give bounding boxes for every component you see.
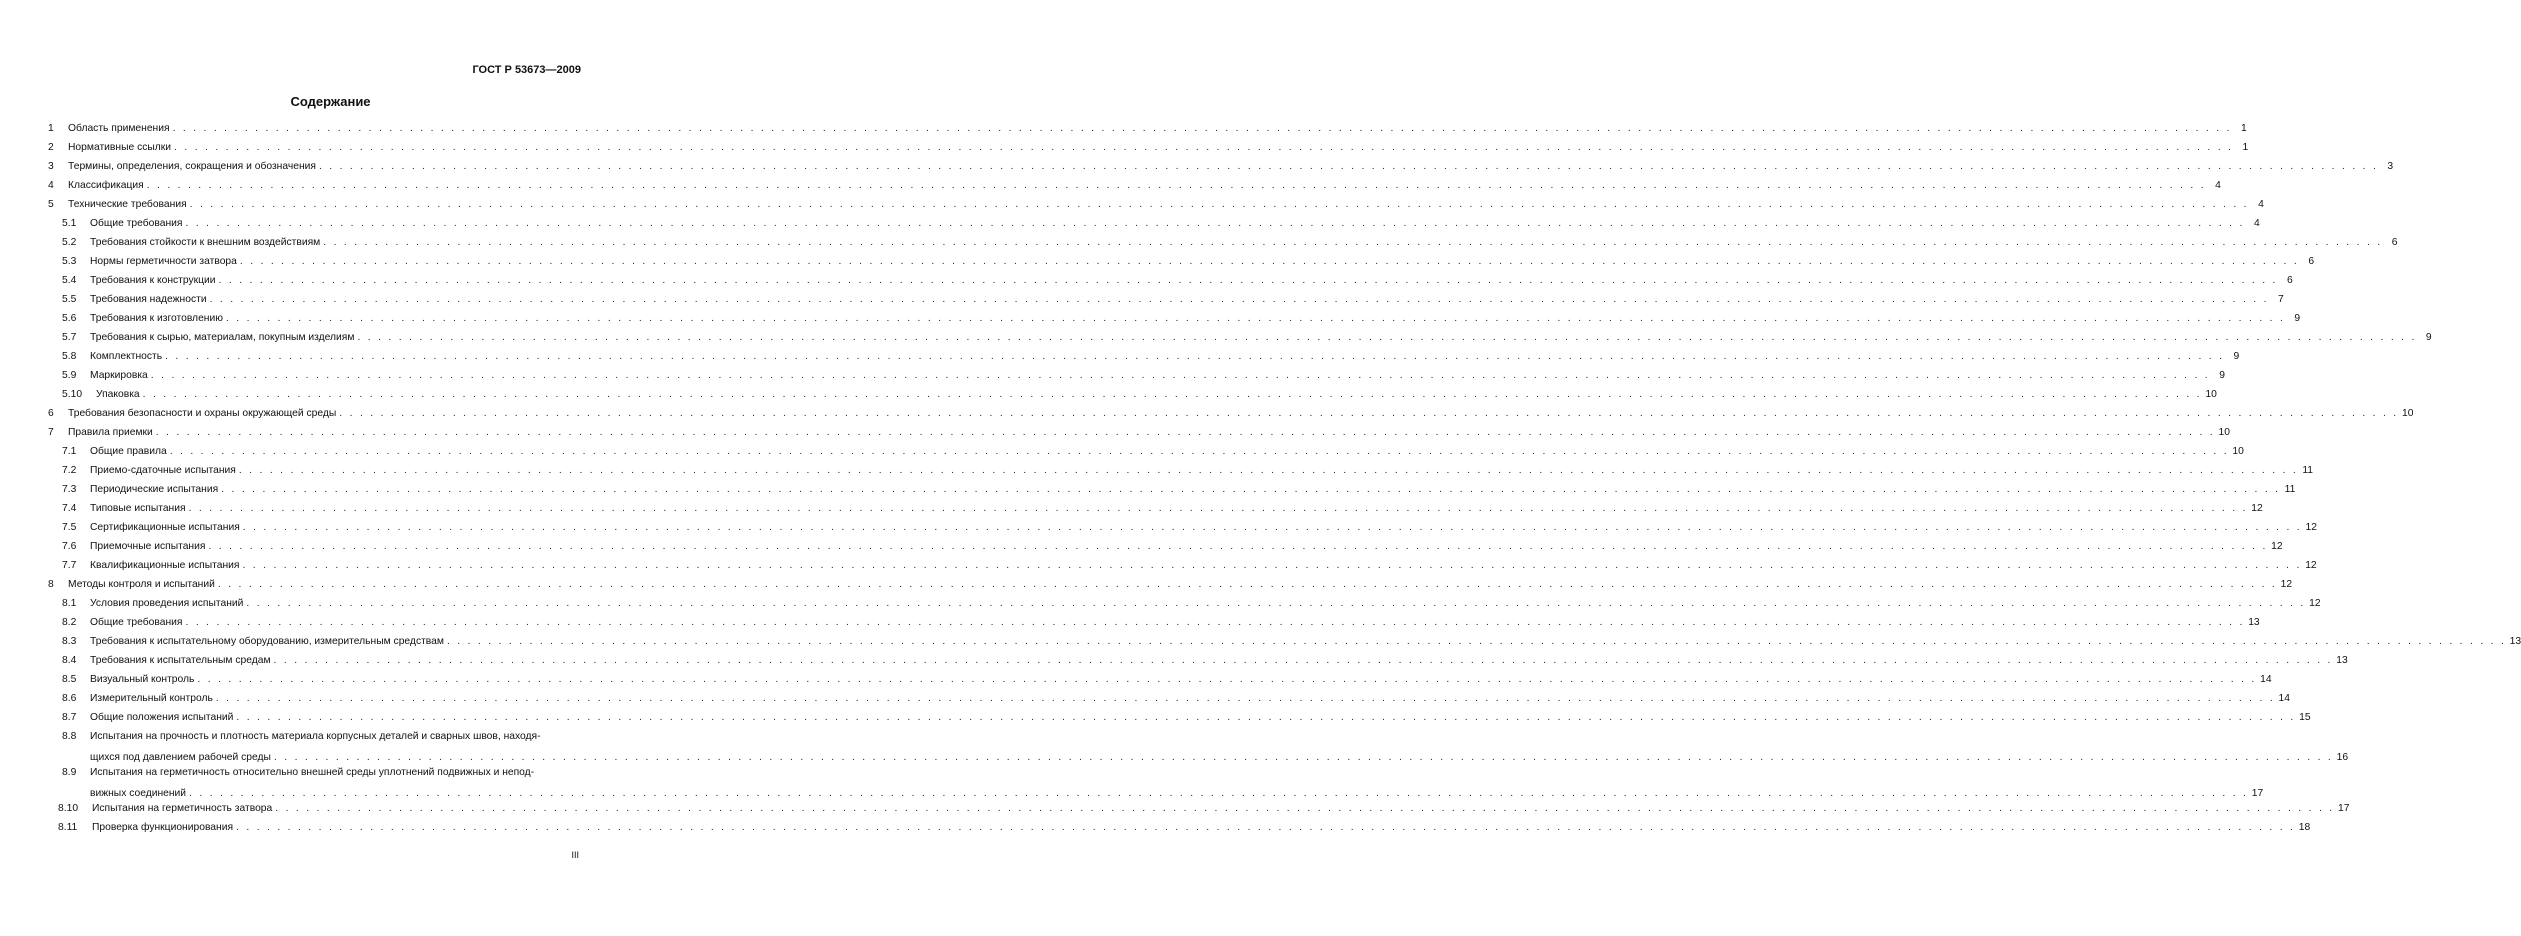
toc-entry-page: 4 [2215,180,2221,191]
toc-entry-page: 15 [2299,712,2311,723]
toc-entry[interactable] [48,292,2284,307]
toc-entry-title: Требования надежности [90,294,207,305]
toc-entry-title: Испытания на герметичность относительно внешней среды уплотнений подвижных и непод- [90,767,535,778]
toc-entry[interactable] [48,765,2264,801]
toc-entry-number: 6 [48,408,54,419]
dot-leader: . . . . . . . . . . . . . . . . . . . . . . . . . . . . . . . . . . . . . . . . . . . . . . . . . . . . . . . . . . . . . . . . . . . . . . . . . . . . . . . . . . . . . . . . . . . . . . . . . . . . . . . . . . . . . . . . . . . . . . . . . . . . . . . . . . . . . . . . . . . . . . . . . . . . . . . . . . . . . . . . . . . . . . . . . . . . . . . . . . . . . . . . . . . . . . . . . . . . . . . . [357,332,2417,343]
toc-entry-page: 13 [2509,636,2521,647]
dot-leader: . . . . . . . . . . . . . . . . . . . . . . . . . . . . . . . . . . . . . . . . . . . . . . . . . . . . . . . . . . . . . . . . . . . . . . . . . . . . . . . . . . . . . . . . . . . . . . . . . . . . . . . . . . . . . . . . . . . . . . . . . . . . . . . . . . . . . . . . . . . . . . . . . . . . . . . . . . . . . . . . . . . . . . . . . . . . . . . . . . . . . . . . . . . . . . . . . . . . . . . . [146,180,2206,191]
toc-entry-number: 7.1 [62,446,77,457]
toc-entry[interactable] [48,444,2244,459]
toc-entry-page: 1 [2241,123,2247,134]
dot-leader: . . . . . . . . . . . . . . . . . . . . . . . . . . . . . . . . . . . . . . . . . . . . . . . . . . . . . . . . . . . . . . . . . . . . . . . . . . . . . . . . . . . . . . . . . . . . . . . . . . . . . . . . . . . . . . . . . . . . . . . . . . . . . . . . . . . . . . . . . . . . . . . . . . . . . . . . . . . . . . . . . . . . . . . . . . . . . . . . . . . . . . . . . . . . . . . . . . . . . . . . [273,752,2334,763]
toc-entry-title: Визуальный контроль [90,674,195,685]
dot-leader: . . . . . . . . . . . . . . . . . . . . . . . . . . . . . . . . . . . . . . . . . . . . . . . . . . . . . . . . . . . . . . . . . . . . . . . . . . . . . . . . . . . . . . . . . . . . . . . . . . . . . . . . . . . . . . . . . . . . . . . . . . . . . . . . . . . . . . . . . . . . . . . . . . . . . . . . . . . . . . . . . . . . . . . . . . . . . . . . . . . . . . . . . . . . . . . . . . . . . . . . [165,351,2225,362]
toc-entry-page: 14 [2278,693,2290,704]
dot-leader: . . . . . . . . . . . . . . . . . . . . . . . . . . . . . . . . . . . . . . . . . . . . . . . . . . . . . . . . . . . . . . . . . . . . . . . . . . . . . . . . . . . . . . . . . . . . . . . . . . . . . . . . . . . . . . . . . . . . . . . . . . . . . . . . . . . . . . . . . . . . . . . . . . . . . . . . . . . . . . . . . . . . . . . . . . . . . . . . . . . . . . . . . . . . . . . . . . . . . . . . [215,693,2275,704]
toc-entry[interactable] [48,672,2272,687]
dot-leader: . . . . . . . . . . . . . . . . . . . . . . . . . . . . . . . . . . . . . . . . . . . . . . . . . . . . . . . . . . . . . . . . . . . . . . . . . . . . . . . . . . . . . . . . . . . . . . . . . . . . . . . . . . . . . . . . . . . . . . . . . . . . . . . . . . . . . . . . . . . . . . . . . . . . . . . . . . . . . . . . . . . . . . . . . . . . . . . . . . . . . . . . . . . . . . . . . . . . . . . . [155,427,2215,438]
toc-entry-number: 5.6 [62,313,77,324]
dot-leader: . . . . . . . . . . . . . . . . . . . . . . . . . . . . . . . . . . . . . . . . . . . . . . . . . . . . . . . . . . . . . . . . . . . . . . . . . . . . . . . . . . . . . . . . . . . . . . . . . . . . . . . . . . . . . . . . . . . . . . . . . . . . . . . . . . . . . . . . . . . . . . . . . . . . . . . . . . . . . . . . . . . . . . . . . . . . . . . . . . . . . . . . . . . . . . . . . . . . . . . . [242,560,2302,571]
toc-entry-title: Приемочные испытания [90,541,206,552]
toc-entry-page: 9 [2294,313,2301,324]
toc-entry[interactable] [48,596,2321,611]
toc-entry-title: Требования стойкости к внешним воздействиям [90,237,321,248]
dot-leader: . . . . . . . . . . . . . . . . . . . . . . . . . . . . . . . . . . . . . . . . . . . . . . . . . . . . . . . . . . . . . . . . . . . . . . . . . . . . . . . . . . . . . . . . . . . . . . . . . . . . . . . . . . . . . . . . . . . . . . . . . . . . . . . . . . . . . . . . . . . . . . . . . . . . . . . . . . . . . . . . . . . . . . . . . . . . . . . . . . . . . . . . . . . . . . . . . . . . . . . . [189,788,2249,799]
toc-entry-title: Термины, определения, сокращения и обозначения [68,161,316,172]
toc-entry-page: 6 [2308,256,2315,267]
toc-entry-number: 5.4 [62,275,77,286]
toc-entry-page: 12 [2305,522,2317,533]
toc-entry[interactable] [48,254,2315,269]
toc-entry[interactable] [48,482,2296,497]
toc-entry[interactable] [48,425,2230,440]
toc-entry[interactable] [48,311,2301,326]
toc-entry-title: Общие требования [90,218,183,229]
toc-entry-page: 12 [2305,560,2317,571]
toc-entry-title: Технические требования [68,199,187,210]
toc-entry[interactable] [48,577,2293,592]
toc-entry[interactable] [48,273,2293,288]
toc-entry-number: 2 [48,142,54,153]
toc-entry-page: 10 [2205,389,2217,400]
toc-entry[interactable] [48,463,2314,478]
toc-entry-page: 9 [2425,332,2432,343]
toc-entry-title: Классификация [68,180,144,191]
toc-entry-page: 11 [2284,484,2296,495]
toc-entry-page: 18 [2298,822,2311,833]
toc-entry[interactable] [48,520,2317,535]
toc-entry[interactable] [48,691,2290,706]
toc-entry-title: Требования к изготовлению [90,313,223,324]
toc-entry-title: Приемо-сдаточные испытания [90,465,236,476]
dot-leader: . . . . . . . . . . . . . . . . . . . . . . . . . . . . . . . . . . . . . . . . . . . . . . . . . . . . . . . . . . . . . . . . . . . . . . . . . . . . . . . . . . . . . . . . . . . . . . . . . . . . . . . . . . . . . . . . . . . . . . . . . . . . . . . . . . . . . . . . . . . . . . . . . . . . . . . . . . . . . . . . . . . . . . . . . . . . . . . . . . . . . . . . . . . . . . . . . . . . . . . . [242,522,2302,533]
toc-entry-title: Требования к испытательному оборудованию, измерительным средствам [90,636,444,647]
toc-entry-page: 6 [2391,237,2398,248]
dot-leader: . . . . . . . . . . . . . . . . . . . . . . . . . . . . . . . . . . . . . . . . . . . . . . . . . . . . . . . . . . . . . . . . . . . . . . . . . . . . . . . . . . . . . . . . . . . . . . . . . . . . . . . . . . . . . . . . . . . . . . . . . . . . . . . . . . . . . . . . . . . . . . . . . . . . . . . . . . . . . . . . . . . . . . . . . . . . . . . . . . . . . . . . . . . . . . . . . . . . . . . . [221,484,2281,495]
toc-entry-title: Типовые испытания [90,503,186,514]
toc-entry[interactable] [48,820,2311,835]
toc-entry[interactable] [48,634,2521,649]
toc-entry-title: Маркировка [90,370,148,381]
toc-entry-title: Измерительный контроль [90,693,213,704]
toc-entry-title: Нормативные ссылки [68,142,172,153]
dot-leader: . . . . . . . . . . . . . . . . . . . . . . . . . . . . . . . . . . . . . . . . . . . . . . . . . . . . . . . . . . . . . . . . . . . . . . . . . . . . . . . . . . . . . . . . . . . . . . . . . . . . . . . . . . . . . . . . . . . . . . . . . . . . . . . . . . . . . . . . . . . . . . . . . . . . . . . . . . . . . . . . . . . . . . . . . . . . . . . . . . . . . . . . . . . . . . . . . . . . . . . . [174,142,2234,153]
toc-entry-page: 16 [2336,752,2349,763]
toc-entry-title: Периодические испытания [90,484,219,495]
toc-entry-number: 8.9 [62,767,77,778]
toc-entry-title: Испытания на герметичность затвора [92,803,273,814]
toc-entry[interactable] [48,710,2311,725]
dot-leader: . . . . . . . . . . . . . . . . . . . . . . . . . . . . . . . . . . . . . . . . . . . . . . . . . . . . . . . . . . . . . . . . . . . . . . . . . . . . . . . . . . . . . . . . . . . . . . . . . . . . . . . . . . . . . . . . . . . . . . . . . . . . . . . . . . . . . . . . . . . . . . . . . . . . . . . . . . . . . . . . . . . . . . . . . . . . . . . . . . . . . . . . . . . . . . . . . . . . . . . . [172,123,2232,134]
toc-entry-page: 13 [2336,655,2348,666]
toc-entry-title: Упаковка [96,389,140,400]
toc-entry-number: 8.10 [58,803,79,814]
toc-entry-title: Проверка функционирования [92,822,234,833]
toc-entry-page: 9 [2233,351,2240,362]
toc-entry-number: 5.7 [62,332,77,343]
toc-entry-number: 8.3 [62,636,77,647]
toc-entry-page: 10 [2218,427,2230,438]
toc-entry-number: 7.7 [62,560,77,571]
toc-entry-title: Область применения [68,123,170,134]
toc-entry[interactable] [48,558,2317,573]
toc-entry-title: Требования к сырью, материалам, покупным изделиям [90,332,355,343]
toc-entry[interactable] [48,653,2348,668]
toc-entry-number: 8.5 [62,674,77,685]
toc-entry-page: 9 [2219,370,2225,381]
dot-leader: . . . . . . . . . . . . . . . . . . . . . . . . . . . . . . . . . . . . . . . . . . . . . . . . . . . . . . . . . . . . . . . . . . . . . . . . . . . . . . . . . . . . . . . . . . . . . . . . . . . . . . . . . . . . . . . . . . . . . . . . . . . . . . . . . . . . . . . . . . . . . . . . . . . . . . . . . . . . . . . . . . . . . . . . . . . . . . . . . . . . . . . . . . . . . . . . . . . . . . . . [275,803,2335,814]
dot-leader: . . . . . . . . . . . . . . . . . . . . . . . . . . . . . . . . . . . . . . . . . . . . . . . . . . . . . . . . . . . . . . . . . . . . . . . . . . . . . . . . . . . . . . . . . . . . . . . . . . . . . . . . . . . . . . . . . . . . . . . . . . . . . . . . . . . . . . . . . . . . . . . . . . . . . . . . . . . . . . . . . . . . . . . . . . . . . . . . . . . . . . . . . . . . . . . . . . . . . . . . [225,313,2286,324]
dot-leader: . . . . . . . . . . . . . . . . . . . . . . . . . . . . . . . . . . . . . . . . . . . . . . . . . . . . . . . . . . . . . . . . . . . . . . . . . . . . . . . . . . . . . . . . . . . . . . . . . . . . . . . . . . . . . . . . . . . . . . . . . . . . . . . . . . . . . . . . . . . . . . . . . . . . . . . . . . . . . . . . . . . . . . . . . . . . . . . . . . . . . . . . . . . . . . . . . . . . . . . . [169,446,2229,457]
toc-entry[interactable] [48,159,2394,174]
dot-leader: . . . . . . . . . . . . . . . . . . . . . . . . . . . . . . . . . . . . . . . . . . . . . . . . . . . . . . . . . . . . . . . . . . . . . . . . . . . . . . . . . . . . . . . . . . . . . . . . . . . . . . . . . . . . . . . . . . . . . . . . . . . . . . . . . . . . . . . . . . . . . . . . . . . . . . . . . . . . . . . . . . . . . . . . . . . . . . . . . . . . . . . . . . . . . . . . . . . . . . . . [197,674,2257,685]
toc-entry[interactable] [48,235,2398,250]
dot-leader: . . . . . . . . . . . . . . . . . . . . . . . . . . . . . . . . . . . . . . . . . . . . . . . . . . . . . . . . . . . . . . . . . . . . . . . . . . . . . . . . . . . . . . . . . . . . . . . . . . . . . . . . . . . . . . . . . . . . . . . . . . . . . . . . . . . . . . . . . . . . . . . . . . . . . . . . . . . . . . . . . . . . . . . . . . . . . . . . . . . . . . . . . . . . . . . . . . . . . . . . [318,161,2379,172]
toc-title: Содержание [290,94,371,109]
toc-entry[interactable] [48,140,2249,155]
toc-entry[interactable] [48,121,2247,136]
toc-entry[interactable] [48,539,2283,554]
toc-entry-number: 8.1 [62,598,77,609]
dot-leader: . . . . . . . . . . . . . . . . . . . . . . . . . . . . . . . . . . . . . . . . . . . . . . . . . . . . . . . . . . . . . . . . . . . . . . . . . . . . . . . . . . . . . . . . . . . . . . . . . . . . . . . . . . . . . . . . . . . . . . . . . . . . . . . . . . . . . . . . . . . . . . . . . . . . . . . . . . . . . . . . . . . . . . . . . . . . . . . . . . . . . . . . . . . . . . . . . . . . . . . . [323,237,2383,248]
dot-leader: . . . . . . . . . . . . . . . . . . . . . . . . . . . . . . . . . . . . . . . . . . . . . . . . . . . . . . . . . . . . . . . . . . . . . . . . . . . . . . . . . . . . . . . . . . . . . . . . . . . . . . . . . . . . . . . . . . . . . . . . . . . . . . . . . . . . . . . . . . . . . . . . . . . . . . . . . . . . . . . . . . . . . . . . . . . . . . . . . . . . . . . . . . . . . . . . . . . . . . . . [185,218,2245,229]
toc-entry-page: 1 [2242,142,2249,153]
toc-entry-title: Требования к конструкции [90,275,216,286]
toc-entry-title: Нормы герметичности затвора [90,256,237,267]
toc-entry-title: Требования безопасности и охраны окружающей среды [68,408,337,419]
toc-entry-number: 8.6 [62,693,77,704]
toc-entry[interactable] [48,801,2350,816]
toc-entry[interactable] [48,615,2260,630]
toc-entry-number: 5.1 [62,218,77,229]
toc-entry-title: Условия проведения испытаний [90,598,244,609]
toc-entry-title: Комплектность [90,351,163,362]
toc-entry-title: Сертификационные испытания [90,522,240,533]
toc-entry-page: 4 [2253,218,2260,229]
toc-entry-title: Общие положения испытаний [90,712,234,723]
dot-leader: . . . . . . . . . . . . . . . . . . . . . . . . . . . . . . . . . . . . . . . . . . . . . . . . . . . . . . . . . . . . . . . . . . . . . . . . . . . . . . . . . . . . . . . . . . . . . . . . . . . . . . . . . . . . . . . . . . . . . . . . . . . . . . . . . . . . . . . . . . . . . . . . . . . . . . . . . . . . . . . . . . . . . . . . . . . . . . . . . . . . . . . . . . . . . . . . . . . . . . . . [238,465,2299,476]
toc-entry-number: 4 [48,180,54,191]
toc-entry[interactable] [48,216,2260,231]
toc-entry-page: 10 [2232,446,2244,457]
toc-entry-page: 4 [2258,199,2264,210]
toc-entry-title-continued: щихся под давлением рабочей среды [90,752,271,763]
toc-entry-title: Испытания на прочность и плотность материала корпусных деталей и сварных швов, находя- [90,731,541,742]
toc-entry-number: 1 [48,123,54,134]
page-number: III [571,850,579,860]
toc-entry-number: 8.2 [62,617,77,628]
toc-entry-title-continued: вижных соединений [90,788,187,799]
toc-entry-number: 8.8 [62,731,77,742]
toc-entry-page: 12 [2251,503,2263,514]
dot-leader: . . . . . . . . . . . . . . . . . . . . . . . . . . . . . . . . . . . . . . . . . . . . . . . . . . . . . . . . . . . . . . . . . . . . . . . . . . . . . . . . . . . . . . . . . . . . . . . . . . . . . . . . . . . . . . . . . . . . . . . . . . . . . . . . . . . . . . . . . . . . . . . . . . . . . . . . . . . . . . . . . . . . . . . . . . . . . . . . . . . . . . . . . . . . . . . . . . . . . . . . [273,655,2333,666]
toc-entry-page: 13 [2248,617,2260,628]
toc-entry[interactable] [48,330,2432,345]
toc-entry-number: 7 [48,427,54,438]
dot-leader: . . . . . . . . . . . . . . . . . . . . . . . . . . . . . . . . . . . . . . . . . . . . . . . . . . . . . . . . . . . . . . . . . . . . . . . . . . . . . . . . . . . . . . . . . . . . . . . . . . . . . . . . . . . . . . . . . . . . . . . . . . . . . . . . . . . . . . . . . . . . . . . . . . . . . . . . . . . . . . . . . . . . . . . . . . . . . . . . . . . . . . . . . . . . . . . . . . . . . . . . [236,822,2296,833]
dot-leader: . . . . . . . . . . . . . . . . . . . . . . . . . . . . . . . . . . . . . . . . . . . . . . . . . . . . . . . . . . . . . . . . . . . . . . . . . . . . . . . . . . . . . . . . . . . . . . . . . . . . . . . . . . . . . . . . . . . . . . . . . . . . . . . . . . . . . . . . . . . . . . . . . . . . . . . . . . . . . . . . . . . . . . . . . . . . . . . . . . . . . . . . . . . . . . . . . . . . . . . . [209,294,2269,305]
toc-entry-number: 5.10 [62,389,83,400]
toc-entry-page: 3 [2387,161,2394,172]
toc-entry-number: 5.2 [62,237,77,248]
dot-leader: . . . . . . . . . . . . . . . . . . . . . . . . . . . . . . . . . . . . . . . . . . . . . . . . . . . . . . . . . . . . . . . . . . . . . . . . . . . . . . . . . . . . . . . . . . . . . . . . . . . . . . . . . . . . . . . . . . . . . . . . . . . . . . . . . . . . . . . . . . . . . . . . . . . . . . . . . . . . . . . . . . . . . . . . . . . . . . . . . . . . . . . . . . . . . . . . . . . . . . . . [217,579,2278,590]
toc-entry-number: 8.11 [58,822,78,833]
dot-leader: . . . . . . . . . . . . . . . . . . . . . . . . . . . . . . . . . . . . . . . . . . . . . . . . . . . . . . . . . . . . . . . . . . . . . . . . . . . . . . . . . . . . . . . . . . . . . . . . . . . . . . . . . . . . . . . . . . . . . . . . . . . . . . . . . . . . . . . . . . . . . . . . . . . . . . . . . . . . . . . . . . . . . . . . . . . . . . . . . . . . . . . . . . . . . . . . . . . . . . . . [239,256,2300,267]
toc-entry-number: 5.9 [62,370,77,381]
toc-entry-title: Квалификационные испытания [90,560,240,571]
dot-leader: . . . . . . . . . . . . . . . . . . . . . . . . . . . . . . . . . . . . . . . . . . . . . . . . . . . . . . . . . . . . . . . . . . . . . . . . . . . . . . . . . . . . . . . . . . . . . . . . . . . . . . . . . . . . . . . . . . . . . . . . . . . . . . . . . . . . . . . . . . . . . . . . . . . . . . . . . . . . . . . . . . . . . . . . . . . . . . . . . . . . . . . . . . . . . . . . . . . . . . . . [189,199,2249,210]
toc-entry[interactable] [48,197,2264,212]
toc-entry-number: 7.4 [62,503,77,514]
toc-entry[interactable] [48,501,2263,516]
dot-leader: . . . . . . . . . . . . . . . . . . . . . . . . . . . . . . . . . . . . . . . . . . . . . . . . . . . . . . . . . . . . . . . . . . . . . . . . . . . . . . . . . . . . . . . . . . . . . . . . . . . . . . . . . . . . . . . . . . . . . . . . . . . . . . . . . . . . . . . . . . . . . . . . . . . . . . . . . . . . . . . . . . . . . . . . . . . . . . . . . . . . . . . . . . . . . . . . . . . . . . . . [185,617,2245,628]
toc-entry-number: 8.7 [62,712,77,723]
toc-entry-page: 17 [2251,788,2264,799]
toc-entry-number: 7.2 [62,465,77,476]
toc-entry-page: 12 [2280,579,2293,590]
dot-leader: . . . . . . . . . . . . . . . . . . . . . . . . . . . . . . . . . . . . . . . . . . . . . . . . . . . . . . . . . . . . . . . . . . . . . . . . . . . . . . . . . . . . . . . . . . . . . . . . . . . . . . . . . . . . . . . . . . . . . . . . . . . . . . . . . . . . . . . . . . . . . . . . . . . . . . . . . . . . . . . . . . . . . . . . . . . . . . . . . . . . . . . . . . . . . . . . . . . . . . . . [188,503,2248,514]
toc-entry-page: 7 [2278,294,2284,305]
toc-entry-title: Общие требования [90,617,183,628]
document-code: ГОСТ Р 53673—2009 [472,64,581,76]
toc-entry-number: 7.6 [62,541,77,552]
dot-leader: . . . . . . . . . . . . . . . . . . . . . . . . . . . . . . . . . . . . . . . . . . . . . . . . . . . . . . . . . . . . . . . . . . . . . . . . . . . . . . . . . . . . . . . . . . . . . . . . . . . . . . . . . . . . . . . . . . . . . . . . . . . . . . . . . . . . . . . . . . . . . . . . . . . . . . . . . . . . . . . . . . . . . . . . . . . . . . . . . . . . . . . . . . . . . . . . . . . . . . . . [218,275,2278,286]
toc-entry[interactable] [48,387,2217,402]
toc-entry-title: Общие правила [90,446,167,457]
dot-leader: . . . . . . . . . . . . . . . . . . . . . . . . . . . . . . . . . . . . . . . . . . . . . . . . . . . . . . . . . . . . . . . . . . . . . . . . . . . . . . . . . . . . . . . . . . . . . . . . . . . . . . . . . . . . . . . . . . . . . . . . . . . . . . . . . . . . . . . . . . . . . . . . . . . . . . . . . . . . . . . . . . . . . . . . . . . . . . . . . . . . . . . . . . . . . . . . . . . . . . . . [246,598,2306,609]
dot-leader: . . . . . . . . . . . . . . . . . . . . . . . . . . . . . . . . . . . . . . . . . . . . . . . . . . . . . . . . . . . . . . . . . . . . . . . . . . . . . . . . . . . . . . . . . . . . . . . . . . . . . . . . . . . . . . . . . . . . . . . . . . . . . . . . . . . . . . . . . . . . . . . . . . . . . . . . . . . . . . . . . . . . . . . . . . . . . . . . . . . . . . . . . . . . . . . . . . . . . . . . [142,389,2202,400]
toc-entry-number: 7.5 [62,522,77,533]
toc-entry[interactable] [48,349,2240,364]
toc-entry-number: 8.4 [62,655,77,666]
toc-entry-number: 7.3 [62,484,77,495]
toc-entry[interactable] [48,406,2414,421]
toc-entry-page: 12 [2309,598,2321,609]
dot-leader: . . . . . . . . . . . . . . . . . . . . . . . . . . . . . . . . . . . . . . . . . . . . . . . . . . . . . . . . . . . . . . . . . . . . . . . . . . . . . . . . . . . . . . . . . . . . . . . . . . . . . . . . . . . . . . . . . . . . . . . . . . . . . . . . . . . . . . . . . . . . . . . . . . . . . . . . . . . . . . . . . . . . . . . . . . . . . . . . . . . . . . . . . . . . . . . . . . . . . . . . [150,370,2210,381]
toc-entry-number: 8 [48,579,54,590]
dot-leader: . . . . . . . . . . . . . . . . . . . . . . . . . . . . . . . . . . . . . . . . . . . . . . . . . . . . . . . . . . . . . . . . . . . . . . . . . . . . . . . . . . . . . . . . . . . . . . . . . . . . . . . . . . . . . . . . . . . . . . . . . . . . . . . . . . . . . . . . . . . . . . . . . . . . . . . . . . . . . . . . . . . . . . . . . . . . . . . . . . . . . . . . . . . . . . . . . . . . . . . . [339,408,2399,419]
toc-entry-number: 5.3 [62,256,77,267]
toc-entry-title: Требования к испытательным средам [90,655,271,666]
dot-leader: . . . . . . . . . . . . . . . . . . . . . . . . . . . . . . . . . . . . . . . . . . . . . . . . . . . . . . . . . . . . . . . . . . . . . . . . . . . . . . . . . . . . . . . . . . . . . . . . . . . . . . . . . . . . . . . . . . . . . . . . . . . . . . . . . . . . . . . . . . . . . . . . . . . . . . . . . . . . . . . . . . . . . . . . . . . . . . . . . . . . . . . . . . . . . . . . . . . . . . . . [446,636,2507,647]
toc-entry[interactable] [48,729,2349,765]
toc-entry-page: 14 [2260,674,2272,685]
toc-entry-number: 3 [48,161,54,172]
toc-entry-page: 17 [2337,803,2350,814]
toc-entry-page: 6 [2287,275,2293,286]
toc-entry[interactable] [48,368,2225,383]
toc-entry[interactable] [48,178,2221,193]
toc-entry-number: 5 [48,199,54,210]
toc-entry-page: 10 [2402,408,2414,419]
toc-entry-page: 12 [2271,541,2283,552]
toc-entry-title: Правила приемки [68,427,153,438]
dot-leader: . . . . . . . . . . . . . . . . . . . . . . . . . . . . . . . . . . . . . . . . . . . . . . . . . . . . . . . . . . . . . . . . . . . . . . . . . . . . . . . . . . . . . . . . . . . . . . . . . . . . . . . . . . . . . . . . . . . . . . . . . . . . . . . . . . . . . . . . . . . . . . . . . . . . . . . . . . . . . . . . . . . . . . . . . . . . . . . . . . . . . . . . . . . . . . . . . . . . . . . . [236,712,2296,723]
toc-entry-number: 5.8 [62,351,77,362]
toc-entry-number: 5.5 [62,294,77,305]
dot-leader: . . . . . . . . . . . . . . . . . . . . . . . . . . . . . . . . . . . . . . . . . . . . . . . . . . . . . . . . . . . . . . . . . . . . . . . . . . . . . . . . . . . . . . . . . . . . . . . . . . . . . . . . . . . . . . . . . . . . . . . . . . . . . . . . . . . . . . . . . . . . . . . . . . . . . . . . . . . . . . . . . . . . . . . . . . . . . . . . . . . . . . . . . . . . . . . . . . . . . . . . [208,541,2268,552]
toc-entry-title: Методы контроля и испытаний [68,579,215,590]
toc-entry-page: 11 [2302,465,2314,476]
